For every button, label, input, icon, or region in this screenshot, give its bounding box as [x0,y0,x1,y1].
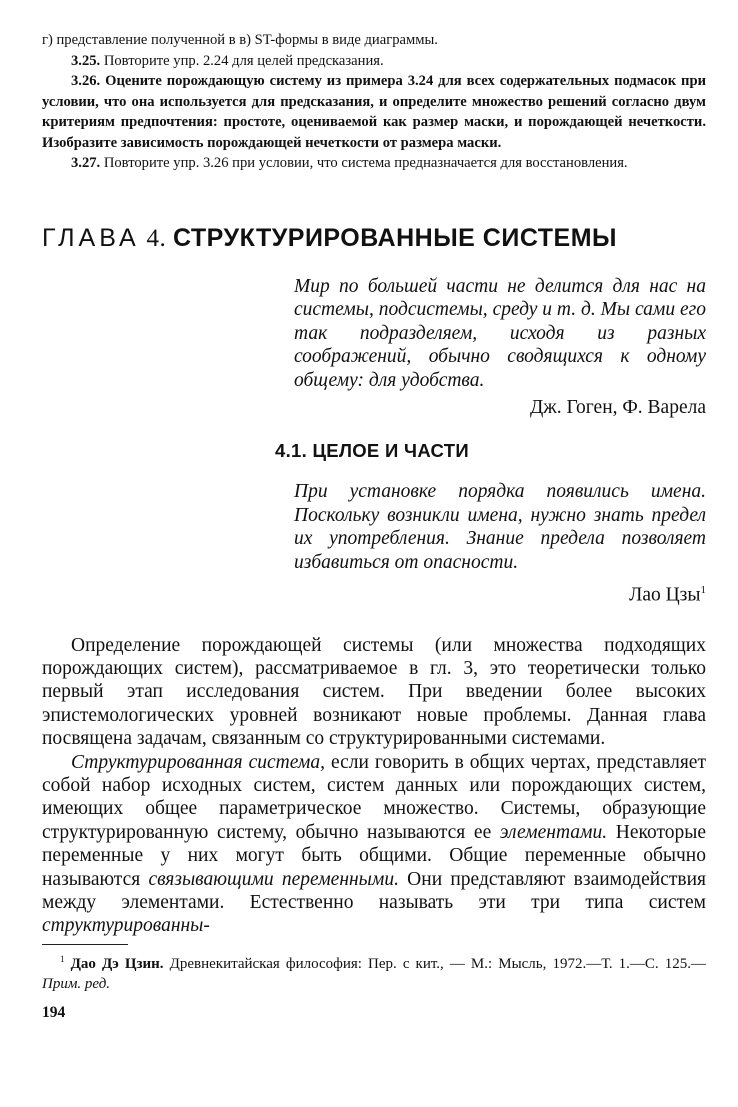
paragraph: Определение порождающей системы (или множества подходящих порождающих систем), рассматриваемое в гл. 3, это теоретически только первый этап исследования систем. При введении более высоких эпистемологических уровней возникают новые проблемы. Данная глава посвящена задачам, связанным со структурированными системами. [42,634,706,750]
chapter-number: 4. [146,224,167,252]
epigraph-author: Лао Цзы$^1$ [629,584,706,606]
exercise-number: 3.25. [71,52,101,69]
epigraph-text: При установке порядка появились имена. Поскольку возникли имена, нужно знать предел их употребления. Знание предела позволяет избавиться от опасности. [294,481,706,573]
epigraph-2 [294,480,706,608]
epigraph-text: Мир по большей части не делится для нас на системы, подсистемы, среду и т. д. Мы сами его так подразделяем, исходя из разных соображений, обычно сводящихся к одному общему: для удобства. [294,275,706,391]
body-text [42,634,706,938]
footnote-mark: 1 [60,953,65,964]
book-page [42,30,706,1022]
chapter-heading [42,224,706,253]
section-heading: 4.1. ЦЕЛОЕ И ЧАСТИ [275,440,469,461]
chapter-title: СТРУКТУРИРОВАННЫЕ СИСТЕМЫ [172,223,617,252]
chapter-word: ГЛАВА [42,223,140,252]
exercise-3-26: 3.26. Оцените порождающую систему из примера 3.24 для всех содержательных подмасок при условии, что она используется для предсказания, и определите множество решений согласно двум критериям предпочтения: простоте, оцениваемой как размер маски, и порождающей нечеткости. Изобразите зависимость порождающей нечеткости от размера маски. [42,73,706,151]
page-number: 194 [42,1003,66,1021]
footnote-divider [42,944,128,945]
epigraph-1 [294,275,706,421]
exercise-3-27: 3.27. Повторите упр. 3.26 при условии, что система предназначается для восстановления. [71,155,628,171]
footnote: $^1$ Дао Дэ Цзин. Древнекитайская философия: Пер. с кит., — М.: Мысль, 1972.—Т. 1.—С. 125.—Прим. ред. [42,953,706,992]
paragraph: Структурированная система, если говорить в общих чертах, представляет собой набор исходных систем, систем данных или порождающих систем, имеющих общее параметрическое множество. Системы, образующие структурированную систему, обычно называются ее элементами. Некоторые переменные у них могут быть общими. Общие переменные обычно называются связывающими переменными. Они представляют взаимодействия между элементами. Естественно называть эти три типа систем структурированны- [42,751,706,937]
exercise-3-25: 3.25. Повторите упр. 2.24 для целей предсказания. [71,52,384,69]
exercise-number: 3.26. [71,73,101,89]
exercise-continuation: г) представление полученной в в) ST-формы в виде диаграммы. [42,32,438,48]
exercise-number: 3.27. [71,155,101,171]
footnote-mark: 1 [700,584,706,596]
epigraph-author: Дж. Гоген, Ф. Варела [529,397,706,418]
